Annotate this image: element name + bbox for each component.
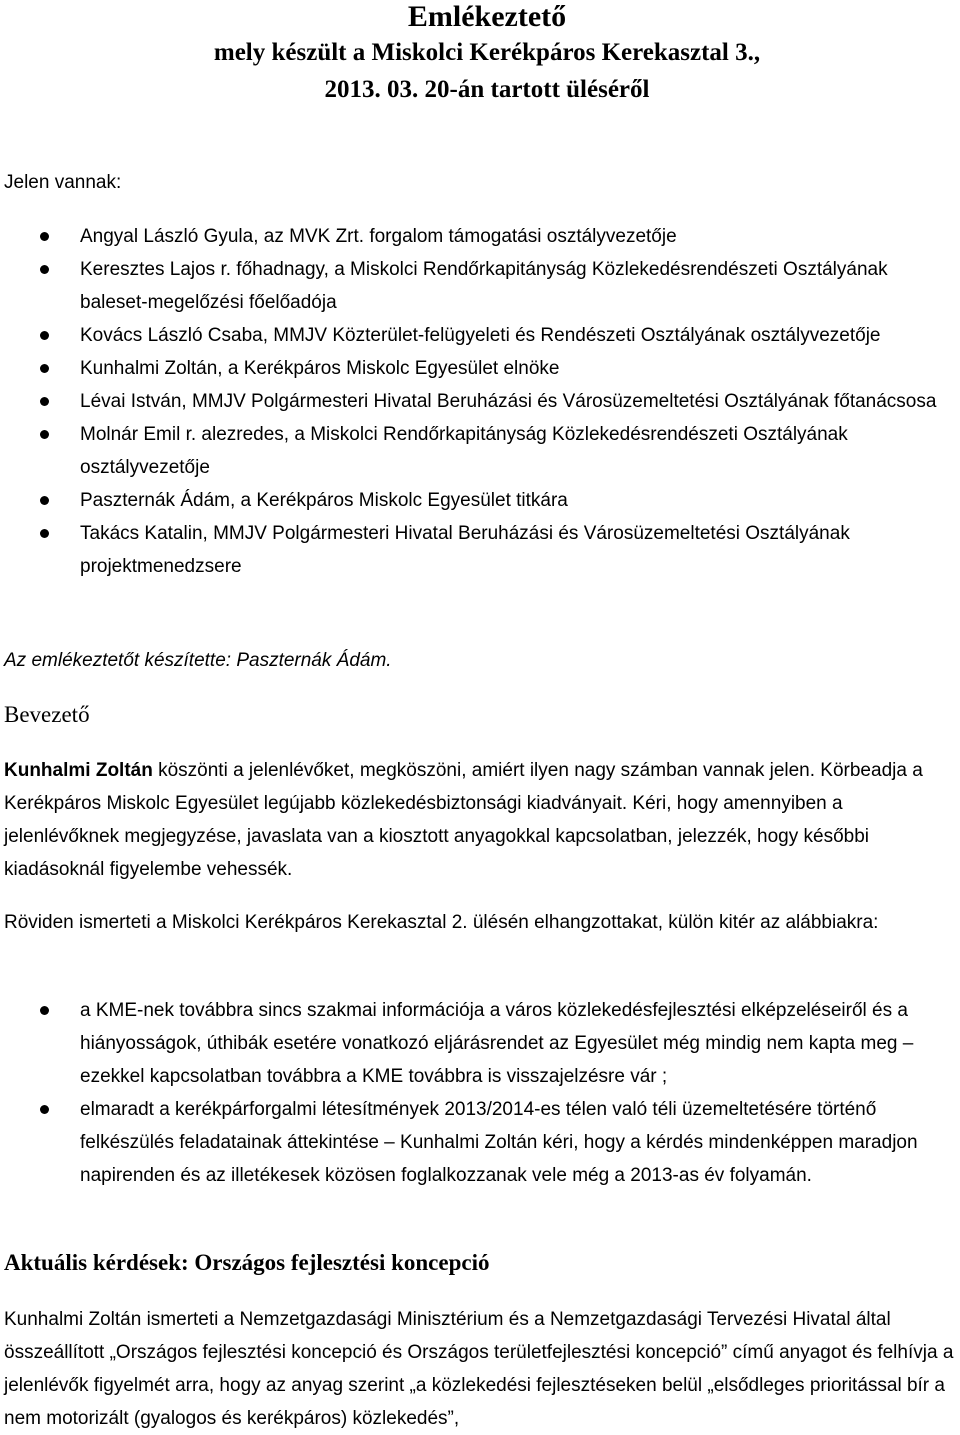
bullet-icon: [40, 1105, 49, 1114]
bullet-icon: [40, 397, 49, 406]
attendee-item: [0, 484, 960, 517]
document-subtitle-line2: 2013. 03. 20-án tartott üléséről: [324, 76, 650, 103]
bullet-icon: [40, 364, 49, 373]
current-issues-paragraph: Kunhalmi Zoltán ismerteti a Nemzetgazdasági Minisztérium és a Nemzetgazdasági Tervezési Hivatal által összeállított „Országos fejlesztési koncepció és Országos területfejlesztési koncepció” című anyagot és felhívja a jelenlévők figyelmét arra, hogy az anyag szerint „a közlekedési fejlesztéseken belül „elsődleges prioritással bír a nem motorizált (gyalogos és kerékpáros) közlekedés”,: [4, 1309, 954, 1429]
bullet-icon: [40, 232, 49, 241]
author-note: Az emlékeztetőt készítette: Paszternák Ádám.: [4, 650, 392, 671]
intro-paragraph-1: [4, 754, 954, 886]
document-title: Emlékeztető: [407, 0, 567, 33]
attendee-item: [0, 517, 960, 583]
intro-paragraph-2: Röviden ismerteti a Miskolci Kerékpáros Kerekasztal 2. ülésén elhangzottakat, külön kitér az alábbiakra:: [4, 912, 879, 933]
bullet-icon: [40, 496, 49, 505]
attendee-item: [0, 319, 960, 352]
attendee-text: Paszternák Ádám, a Kerékpáros Miskolc Egyesület titkára: [80, 490, 568, 511]
attendee-item: [0, 418, 960, 484]
intro-list-text: elmaradt a kerékpárforgalmi létesítmények 2013/2014-es télen való téli üzemeltetésére történő felkészülés feladatainak áttekintése – Kunhalmi Zoltán kéri, hogy a kérdés mindenképpen maradjon napirenden és az illetékesek közösen foglalkozzanak vele még a 2013-as év folyamán.: [80, 1099, 918, 1186]
attendees-label: Jelen vannak:: [4, 172, 122, 193]
intro-speaker-name: Kunhalmi Zoltán: [4, 760, 153, 781]
attendee-text: Kovács László Csaba, MMJV Közterület-felügyeleti és Rendészeti Osztályának osztályvezetője: [80, 325, 881, 346]
intro-paragraph-1-text: köszönti a jelenlévőket, megköszöni, amiért ilyen nagy számban vannak jelen. Körbeadja a Kerékpáros Miskolc Egyesület legújabb közlekedésbiztonsági kiadványait. Kéri, hogy amennyiben a jelenlévőknek megjegyzése, javaslata van a kiosztott anyagokkal kapcsolatban, jelezzék, hogy későbbi kiadásoknál figyelembe vehessék.: [4, 760, 923, 880]
attendee-item: [0, 385, 960, 418]
attendees-list: [0, 220, 960, 583]
intro-list: [0, 994, 960, 1192]
attendee-text: Kunhalmi Zoltán, a Kerékpáros Miskolc Egyesület elnöke: [80, 358, 560, 379]
bullet-icon: [40, 430, 49, 439]
intro-list-item: [0, 994, 960, 1093]
bullet-icon: [40, 265, 49, 274]
intro-list-item: [0, 1093, 960, 1192]
attendee-item: [0, 220, 960, 253]
intro-list-text: a KME-nek továbbra sincs szakmai információja a város közlekedésfejlesztési elképzeléseiről és a hiányosságok, úthibák esetére vonatkozó eljárásrendet az Egyesület még mindig nem kapta meg – ezekkel kapcsolatban továbbra a KME továbbra is visszajelzésre vár ;: [80, 1000, 914, 1087]
current-issues-heading: Aktuális kérdések: Országos fejlesztési koncepció: [4, 1250, 490, 1275]
title-block: [0, 0, 960, 108]
bullet-icon: [40, 331, 49, 340]
bullet-icon: [40, 529, 49, 538]
attendee-text: Angyal László Gyula, az MVK Zrt. forgalom támogatási osztályvezetője: [80, 226, 677, 247]
intro-heading: Bevezető: [4, 702, 90, 727]
attendee-text: Lévai István, MMJV Polgármesteri Hivatal Beruházási és Városüzemeltetési Osztályának főtanácsosa: [80, 391, 937, 412]
attendee-text: Takács Katalin, MMJV Polgármesteri Hivatal Beruházási és Városüzemeltetési Osztályának projektmenedzsere: [80, 523, 850, 577]
bullet-icon: [40, 1006, 49, 1015]
attendee-text: Molnár Emil r. alezredes, a Miskolci Rendőrkapitányság Közlekedésrendészeti Osztályának osztályvezetője: [80, 424, 848, 478]
attendee-item: [0, 253, 960, 319]
attendee-item: [0, 352, 960, 385]
attendee-text: Keresztes Lajos r. főhadnagy, a Miskolci Rendőrkapitányság Közlekedésrendészeti Osztályának baleset-megelőzési főelőadója: [80, 259, 888, 313]
document-subtitle-line1: mely készült a Miskolci Kerékpáros Kerekasztal 3.,: [213, 39, 761, 66]
